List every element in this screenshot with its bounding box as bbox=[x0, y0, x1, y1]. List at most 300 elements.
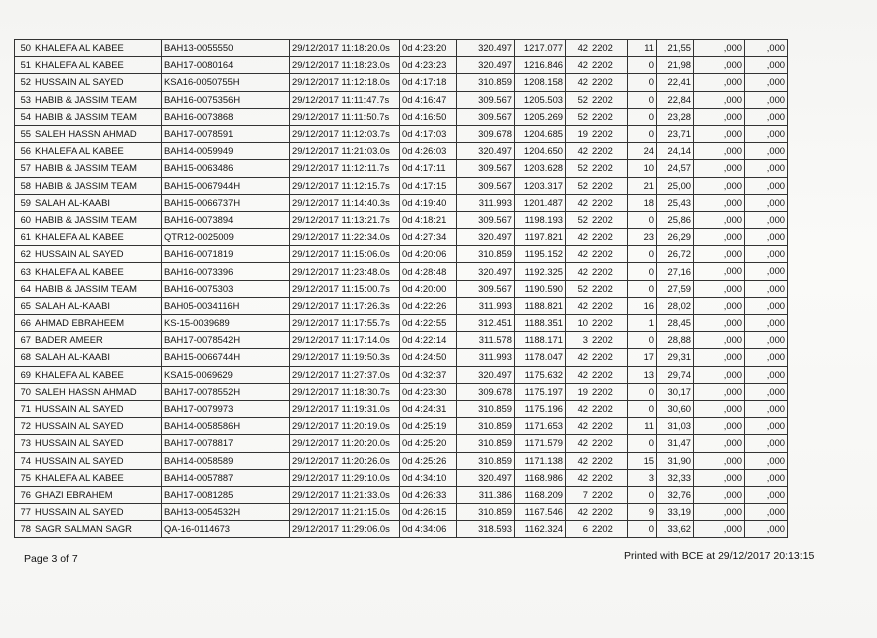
duration-cell: 0d 4:16:50 bbox=[400, 108, 457, 125]
count-cell: 52 bbox=[566, 160, 591, 177]
count-cell: 52 bbox=[566, 177, 591, 194]
count-cell: 42 bbox=[566, 297, 591, 314]
value-cell-1: ,000 bbox=[694, 504, 745, 521]
speed-cell: 1171.579 bbox=[515, 435, 566, 452]
club-cell: 2202 bbox=[590, 418, 628, 435]
arrival-time-cell: 29/12/2017 11:17:14.0s bbox=[290, 332, 400, 349]
table-row bbox=[15, 263, 788, 280]
table-row bbox=[15, 40, 788, 57]
speed-cell: 1201.487 bbox=[515, 194, 566, 211]
ring-cell: BAH13-0055550 bbox=[162, 40, 290, 57]
club-cell: 2202 bbox=[590, 143, 628, 160]
ring-cell: QA-16-0114673 bbox=[162, 521, 290, 538]
sequence-cell: 0 bbox=[628, 400, 657, 417]
sequence-cell: 0 bbox=[628, 125, 657, 142]
sequence-cell: 0 bbox=[628, 280, 657, 297]
duration-cell: 0d 4:18:21 bbox=[400, 211, 457, 228]
arrival-time-cell: 29/12/2017 11:11:50.7s bbox=[290, 108, 400, 125]
arrival-time-cell: 29/12/2017 11:20:20.0s bbox=[290, 435, 400, 452]
speed-cell: 1188.821 bbox=[515, 297, 566, 314]
duration-cell: 0d 4:23:30 bbox=[400, 383, 457, 400]
arrival-time-cell: 29/12/2017 11:19:31.0s bbox=[290, 400, 400, 417]
value-cell-1: ,000 bbox=[694, 435, 745, 452]
value-cell-2: ,000 bbox=[745, 349, 788, 366]
table-row bbox=[15, 469, 788, 486]
table-row bbox=[15, 57, 788, 74]
points-cell: 25,00 bbox=[657, 177, 694, 194]
ring-cell: BAH17-0078817 bbox=[162, 435, 290, 452]
duration-cell: 0d 4:20:00 bbox=[400, 280, 457, 297]
points-cell: 32,33 bbox=[657, 469, 694, 486]
value-cell-2: ,000 bbox=[745, 246, 788, 263]
value-cell-1: ,000 bbox=[694, 125, 745, 142]
arrival-time-cell: 29/12/2017 11:17:55.7s bbox=[290, 315, 400, 332]
value-cell-2: ,000 bbox=[745, 229, 788, 246]
name-cell: GHAZI EBRAHEM bbox=[33, 486, 162, 503]
value-cell-1: ,000 bbox=[694, 383, 745, 400]
table-row bbox=[15, 177, 788, 194]
club-cell: 2202 bbox=[590, 349, 628, 366]
arrival-time-cell: 29/12/2017 11:21:03.0s bbox=[290, 143, 400, 160]
name-cell: HABIB & JASSIM TEAM bbox=[33, 177, 162, 194]
club-cell: 2202 bbox=[590, 229, 628, 246]
count-cell: 19 bbox=[566, 383, 591, 400]
club-cell: 2202 bbox=[590, 486, 628, 503]
points-cell: 33,62 bbox=[657, 521, 694, 538]
sequence-cell: 23 bbox=[628, 229, 657, 246]
value-cell-2: ,000 bbox=[745, 366, 788, 383]
duration-cell: 0d 4:20:06 bbox=[400, 246, 457, 263]
duration-cell: 0d 4:16:47 bbox=[400, 91, 457, 108]
value-cell-2: ,000 bbox=[745, 400, 788, 417]
value-cell-1: ,000 bbox=[694, 229, 745, 246]
sequence-cell: 0 bbox=[628, 57, 657, 74]
value-cell-2: ,000 bbox=[745, 418, 788, 435]
name-cell: KHALEFA AL KABEE bbox=[33, 143, 162, 160]
value-cell-2: ,000 bbox=[745, 74, 788, 91]
value-cell-2: ,000 bbox=[745, 332, 788, 349]
club-cell: 2202 bbox=[590, 521, 628, 538]
arrival-time-cell: 29/12/2017 11:29:10.0s bbox=[290, 469, 400, 486]
ring-cell: BAH16-0073868 bbox=[162, 108, 290, 125]
points-cell: 23,71 bbox=[657, 125, 694, 142]
distance-cell: 309.567 bbox=[457, 108, 515, 125]
duration-cell: 0d 4:25:20 bbox=[400, 435, 457, 452]
distance-cell: 320.497 bbox=[457, 57, 515, 74]
points-cell: 29,74 bbox=[657, 366, 694, 383]
speed-cell: 1205.503 bbox=[515, 91, 566, 108]
position-cell: 74 bbox=[15, 452, 34, 469]
count-cell: 42 bbox=[566, 349, 591, 366]
speed-cell: 1171.138 bbox=[515, 452, 566, 469]
table-row bbox=[15, 504, 788, 521]
name-cell: SALAH AL-KAABI bbox=[33, 297, 162, 314]
name-cell: SALAH AL-KAABI bbox=[33, 194, 162, 211]
value-cell-1: ,000 bbox=[694, 332, 745, 349]
points-cell: 22,84 bbox=[657, 91, 694, 108]
speed-cell: 1168.209 bbox=[515, 486, 566, 503]
distance-cell: 309.567 bbox=[457, 91, 515, 108]
position-cell: 68 bbox=[15, 349, 34, 366]
club-cell: 2202 bbox=[590, 125, 628, 142]
value-cell-2: ,000 bbox=[745, 486, 788, 503]
value-cell-2: ,000 bbox=[745, 280, 788, 297]
value-cell-1: ,000 bbox=[694, 366, 745, 383]
speed-cell: 1168.986 bbox=[515, 469, 566, 486]
duration-cell: 0d 4:26:33 bbox=[400, 486, 457, 503]
position-cell: 75 bbox=[15, 469, 34, 486]
value-cell-2: ,000 bbox=[745, 160, 788, 177]
duration-cell: 0d 4:26:03 bbox=[400, 143, 457, 160]
count-cell: 42 bbox=[566, 452, 591, 469]
ring-cell: BAH17-0078552H bbox=[162, 383, 290, 400]
value-cell-2: ,000 bbox=[745, 194, 788, 211]
points-cell: 21,98 bbox=[657, 57, 694, 74]
count-cell: 52 bbox=[566, 91, 591, 108]
speed-cell: 1171.653 bbox=[515, 418, 566, 435]
distance-cell: 310.859 bbox=[457, 418, 515, 435]
distance-cell: 310.859 bbox=[457, 74, 515, 91]
value-cell-1: ,000 bbox=[694, 521, 745, 538]
name-cell: HABIB & JASSIM TEAM bbox=[33, 91, 162, 108]
club-cell: 2202 bbox=[590, 263, 628, 280]
speed-cell: 1197.821 bbox=[515, 229, 566, 246]
arrival-time-cell: 29/12/2017 11:27:37.0s bbox=[290, 366, 400, 383]
distance-cell: 318.593 bbox=[457, 521, 515, 538]
ring-cell: BAH14-0059949 bbox=[162, 143, 290, 160]
value-cell-1: ,000 bbox=[694, 315, 745, 332]
value-cell-2: ,000 bbox=[745, 40, 788, 57]
distance-cell: 320.497 bbox=[457, 469, 515, 486]
value-cell-1: ,000 bbox=[694, 211, 745, 228]
table-row bbox=[15, 435, 788, 452]
name-cell: KHALEFA AL KABEE bbox=[33, 469, 162, 486]
table-row bbox=[15, 91, 788, 108]
club-cell: 2202 bbox=[590, 91, 628, 108]
table-row bbox=[15, 486, 788, 503]
ring-cell: KSA16-0050755H bbox=[162, 74, 290, 91]
count-cell: 42 bbox=[566, 40, 591, 57]
sequence-cell: 18 bbox=[628, 194, 657, 211]
name-cell: KHALEFA AL KABEE bbox=[33, 366, 162, 383]
count-cell: 42 bbox=[566, 194, 591, 211]
duration-cell: 0d 4:23:23 bbox=[400, 57, 457, 74]
position-cell: 58 bbox=[15, 177, 34, 194]
club-cell: 2202 bbox=[590, 280, 628, 297]
sequence-cell: 0 bbox=[628, 74, 657, 91]
speed-cell: 1203.317 bbox=[515, 177, 566, 194]
name-cell: KHALEFA AL KABEE bbox=[33, 229, 162, 246]
duration-cell: 0d 4:24:31 bbox=[400, 400, 457, 417]
arrival-time-cell: 29/12/2017 11:20:19.0s bbox=[290, 418, 400, 435]
sequence-cell: 0 bbox=[628, 108, 657, 125]
value-cell-1: ,000 bbox=[694, 91, 745, 108]
position-cell: 55 bbox=[15, 125, 34, 142]
duration-cell: 0d 4:17:15 bbox=[400, 177, 457, 194]
distance-cell: 310.859 bbox=[457, 246, 515, 263]
value-cell-2: ,000 bbox=[745, 383, 788, 400]
table-row bbox=[15, 160, 788, 177]
count-cell: 42 bbox=[566, 366, 591, 383]
name-cell: KHALEFA AL KABEE bbox=[33, 40, 162, 57]
duration-cell: 0d 4:23:20 bbox=[400, 40, 457, 57]
position-cell: 61 bbox=[15, 229, 34, 246]
count-cell: 42 bbox=[566, 418, 591, 435]
ring-cell: BAH15-0067944H bbox=[162, 177, 290, 194]
name-cell: HUSSAIN AL SAYED bbox=[33, 400, 162, 417]
arrival-time-cell: 29/12/2017 11:19:50.3s bbox=[290, 349, 400, 366]
value-cell-2: ,000 bbox=[745, 469, 788, 486]
count-cell: 42 bbox=[566, 435, 591, 452]
club-cell: 2202 bbox=[590, 211, 628, 228]
value-cell-2: ,000 bbox=[745, 504, 788, 521]
ring-cell: BAH17-0079973 bbox=[162, 400, 290, 417]
sequence-cell: 0 bbox=[628, 211, 657, 228]
distance-cell: 310.859 bbox=[457, 452, 515, 469]
sequence-cell: 0 bbox=[628, 332, 657, 349]
arrival-time-cell: 29/12/2017 11:14:40.3s bbox=[290, 194, 400, 211]
distance-cell: 309.567 bbox=[457, 280, 515, 297]
distance-cell: 311.993 bbox=[457, 349, 515, 366]
duration-cell: 0d 4:32:37 bbox=[400, 366, 457, 383]
distance-cell: 312.451 bbox=[457, 315, 515, 332]
sequence-cell: 0 bbox=[628, 521, 657, 538]
points-cell: 28,02 bbox=[657, 297, 694, 314]
name-cell: HUSSAIN AL SAYED bbox=[33, 504, 162, 521]
club-cell: 2202 bbox=[590, 297, 628, 314]
results-table-body bbox=[15, 40, 788, 538]
speed-cell: 1175.196 bbox=[515, 400, 566, 417]
table-row bbox=[15, 418, 788, 435]
value-cell-2: ,000 bbox=[745, 91, 788, 108]
duration-cell: 0d 4:24:50 bbox=[400, 349, 457, 366]
value-cell-1: ,000 bbox=[694, 280, 745, 297]
speed-cell: 1208.158 bbox=[515, 74, 566, 91]
points-cell: 27,59 bbox=[657, 280, 694, 297]
name-cell: BADER AMEER bbox=[33, 332, 162, 349]
name-cell: HABIB & JASSIM TEAM bbox=[33, 160, 162, 177]
position-cell: 57 bbox=[15, 160, 34, 177]
duration-cell: 0d 4:22:14 bbox=[400, 332, 457, 349]
duration-cell: 0d 4:22:55 bbox=[400, 315, 457, 332]
position-cell: 69 bbox=[15, 366, 34, 383]
position-cell: 50 bbox=[15, 40, 34, 57]
points-cell: 24,14 bbox=[657, 143, 694, 160]
ring-cell: BAH17-0078591 bbox=[162, 125, 290, 142]
value-cell-2: ,000 bbox=[745, 521, 788, 538]
table-row bbox=[15, 521, 788, 538]
ring-cell: QTR12-0025009 bbox=[162, 229, 290, 246]
club-cell: 2202 bbox=[590, 332, 628, 349]
speed-cell: 1188.351 bbox=[515, 315, 566, 332]
arrival-time-cell: 29/12/2017 11:23:48.0s bbox=[290, 263, 400, 280]
club-cell: 2202 bbox=[590, 435, 628, 452]
position-cell: 60 bbox=[15, 211, 34, 228]
sequence-cell: 24 bbox=[628, 143, 657, 160]
points-cell: 26,29 bbox=[657, 229, 694, 246]
position-cell: 70 bbox=[15, 383, 34, 400]
count-cell: 42 bbox=[566, 263, 591, 280]
distance-cell: 309.678 bbox=[457, 383, 515, 400]
speed-cell: 1195.152 bbox=[515, 246, 566, 263]
value-cell-2: ,000 bbox=[745, 177, 788, 194]
sequence-cell: 0 bbox=[628, 435, 657, 452]
position-cell: 54 bbox=[15, 108, 34, 125]
position-cell: 65 bbox=[15, 297, 34, 314]
value-cell-1: ,000 bbox=[694, 160, 745, 177]
speed-cell: 1204.685 bbox=[515, 125, 566, 142]
ring-cell: BAH16-0073396 bbox=[162, 263, 290, 280]
name-cell: HUSSAIN AL SAYED bbox=[33, 246, 162, 263]
count-cell: 42 bbox=[566, 74, 591, 91]
name-cell: AHMAD EBRAHEEM bbox=[33, 315, 162, 332]
speed-cell: 1203.628 bbox=[515, 160, 566, 177]
club-cell: 2202 bbox=[590, 194, 628, 211]
table-row bbox=[15, 125, 788, 142]
ring-cell: BAH15-0066737H bbox=[162, 194, 290, 211]
distance-cell: 310.859 bbox=[457, 435, 515, 452]
name-cell: SALAH AL-KAABI bbox=[33, 349, 162, 366]
table-row bbox=[15, 280, 788, 297]
duration-cell: 0d 4:34:06 bbox=[400, 521, 457, 538]
arrival-time-cell: 29/12/2017 11:18:30.7s bbox=[290, 383, 400, 400]
ring-cell: BAH17-0080164 bbox=[162, 57, 290, 74]
value-cell-1: ,000 bbox=[694, 57, 745, 74]
points-cell: 31,03 bbox=[657, 418, 694, 435]
distance-cell: 320.497 bbox=[457, 366, 515, 383]
arrival-time-cell: 29/12/2017 11:12:18.0s bbox=[290, 74, 400, 91]
name-cell: KHALEFA AL KABEE bbox=[33, 263, 162, 280]
sequence-cell: 0 bbox=[628, 486, 657, 503]
distance-cell: 320.497 bbox=[457, 263, 515, 280]
position-cell: 67 bbox=[15, 332, 34, 349]
ring-cell: BAH16-0075303 bbox=[162, 280, 290, 297]
ring-cell: BAH16-0073894 bbox=[162, 211, 290, 228]
value-cell-2: ,000 bbox=[745, 143, 788, 160]
value-cell-2: ,000 bbox=[745, 108, 788, 125]
value-cell-1: ,000 bbox=[694, 177, 745, 194]
value-cell-1: ,000 bbox=[694, 452, 745, 469]
ring-cell: BAH13-0054532H bbox=[162, 504, 290, 521]
duration-cell: 0d 4:34:10 bbox=[400, 469, 457, 486]
ring-cell: BAH15-0066744H bbox=[162, 349, 290, 366]
sequence-cell: 11 bbox=[628, 40, 657, 57]
points-cell: 31,47 bbox=[657, 435, 694, 452]
value-cell-1: ,000 bbox=[694, 40, 745, 57]
club-cell: 2202 bbox=[590, 366, 628, 383]
arrival-time-cell: 29/12/2017 11:12:15.7s bbox=[290, 177, 400, 194]
duration-cell: 0d 4:26:15 bbox=[400, 504, 457, 521]
ring-cell: BAH14-0058586H bbox=[162, 418, 290, 435]
sequence-cell: 1 bbox=[628, 315, 657, 332]
arrival-time-cell: 29/12/2017 11:20:26.0s bbox=[290, 452, 400, 469]
count-cell: 42 bbox=[566, 504, 591, 521]
arrival-time-cell: 29/12/2017 11:11:47.7s bbox=[290, 91, 400, 108]
table-row bbox=[15, 229, 788, 246]
points-cell: 21,55 bbox=[657, 40, 694, 57]
sequence-cell: 0 bbox=[628, 263, 657, 280]
position-cell: 56 bbox=[15, 143, 34, 160]
value-cell-1: ,000 bbox=[694, 469, 745, 486]
duration-cell: 0d 4:25:19 bbox=[400, 418, 457, 435]
position-cell: 51 bbox=[15, 57, 34, 74]
value-cell-2: ,000 bbox=[745, 315, 788, 332]
points-cell: 28,45 bbox=[657, 315, 694, 332]
club-cell: 2202 bbox=[590, 315, 628, 332]
page-number: Page 3 of 7 bbox=[24, 553, 78, 565]
count-cell: 52 bbox=[566, 211, 591, 228]
points-cell: 25,43 bbox=[657, 194, 694, 211]
value-cell-2: ,000 bbox=[745, 435, 788, 452]
position-cell: 63 bbox=[15, 263, 34, 280]
count-cell: 19 bbox=[566, 125, 591, 142]
ring-cell: BAH14-0058589 bbox=[162, 452, 290, 469]
arrival-time-cell: 29/12/2017 11:21:33.0s bbox=[290, 486, 400, 503]
distance-cell: 311.386 bbox=[457, 486, 515, 503]
speed-cell: 1175.197 bbox=[515, 383, 566, 400]
name-cell: SAGR SALMAN SAGR bbox=[33, 521, 162, 538]
name-cell: HABIB & JASSIM TEAM bbox=[33, 108, 162, 125]
name-cell: HABIB & JASSIM TEAM bbox=[33, 211, 162, 228]
count-cell: 10 bbox=[566, 315, 591, 332]
arrival-time-cell: 29/12/2017 11:21:15.0s bbox=[290, 504, 400, 521]
club-cell: 2202 bbox=[590, 246, 628, 263]
sequence-cell: 10 bbox=[628, 160, 657, 177]
position-cell: 62 bbox=[15, 246, 34, 263]
arrival-time-cell: 29/12/2017 11:15:06.0s bbox=[290, 246, 400, 263]
speed-cell: 1192.325 bbox=[515, 263, 566, 280]
points-cell: 29,31 bbox=[657, 349, 694, 366]
ring-cell: KSA15-0069629 bbox=[162, 366, 290, 383]
count-cell: 42 bbox=[566, 143, 591, 160]
distance-cell: 320.497 bbox=[457, 40, 515, 57]
table-row bbox=[15, 211, 788, 228]
distance-cell: 309.678 bbox=[457, 125, 515, 142]
points-cell: 25,86 bbox=[657, 211, 694, 228]
speed-cell: 1188.171 bbox=[515, 332, 566, 349]
count-cell: 42 bbox=[566, 400, 591, 417]
club-cell: 2202 bbox=[590, 108, 628, 125]
count-cell: 42 bbox=[566, 57, 591, 74]
club-cell: 2202 bbox=[590, 504, 628, 521]
duration-cell: 0d 4:27:34 bbox=[400, 229, 457, 246]
count-cell: 52 bbox=[566, 280, 591, 297]
name-cell: HUSSAIN AL SAYED bbox=[33, 74, 162, 91]
ring-cell: BAH14-0057887 bbox=[162, 469, 290, 486]
club-cell: 2202 bbox=[590, 74, 628, 91]
value-cell-2: ,000 bbox=[745, 263, 788, 280]
points-cell: 26,72 bbox=[657, 246, 694, 263]
sequence-cell: 3 bbox=[628, 469, 657, 486]
table-row bbox=[15, 332, 788, 349]
ring-cell: BAH17-0081285 bbox=[162, 486, 290, 503]
value-cell-2: ,000 bbox=[745, 57, 788, 74]
sequence-cell: 0 bbox=[628, 246, 657, 263]
position-cell: 59 bbox=[15, 194, 34, 211]
speed-cell: 1216.846 bbox=[515, 57, 566, 74]
points-cell: 32,76 bbox=[657, 486, 694, 503]
position-cell: 53 bbox=[15, 91, 34, 108]
speed-cell: 1217.077 bbox=[515, 40, 566, 57]
value-cell-2: ,000 bbox=[745, 297, 788, 314]
position-cell: 77 bbox=[15, 504, 34, 521]
ring-cell: BAH17-0078542H bbox=[162, 332, 290, 349]
distance-cell: 310.859 bbox=[457, 504, 515, 521]
distance-cell: 309.567 bbox=[457, 160, 515, 177]
count-cell: 7 bbox=[566, 486, 591, 503]
value-cell-1: ,000 bbox=[694, 418, 745, 435]
count-cell: 6 bbox=[566, 521, 591, 538]
